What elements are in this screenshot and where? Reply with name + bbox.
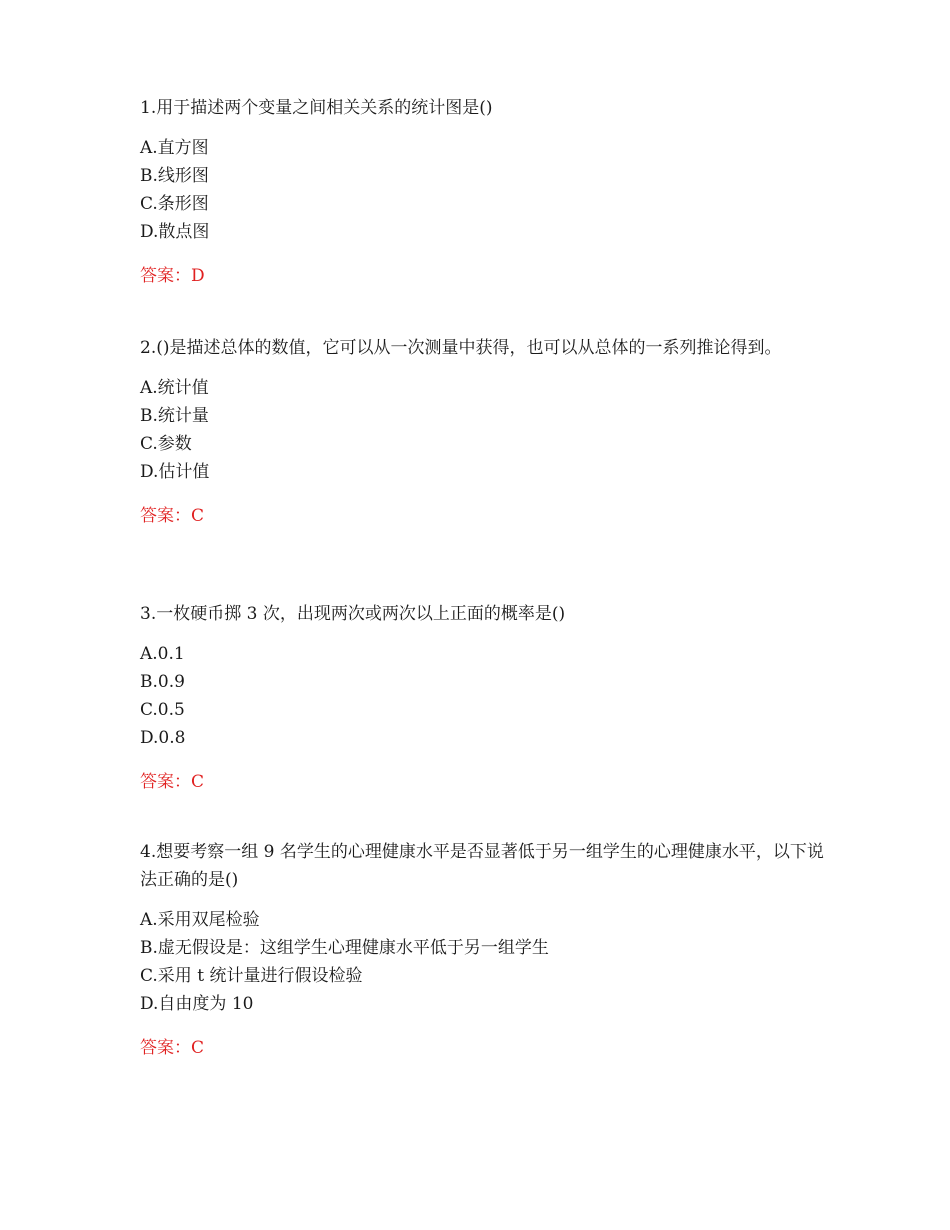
option-a: A.统计值 [140, 378, 209, 398]
answer-label: 答案：C [140, 506, 205, 526]
option-list [140, 906, 830, 1018]
option-d: D.散点图 [140, 222, 210, 242]
option-a: A.0.1 [140, 644, 185, 664]
option-c: C.参数 [140, 434, 192, 454]
answer-label: 答案：C [140, 1038, 205, 1058]
question-text: 2.()是描述总体的数值，它可以从一次测量中获得，也可以从总体的一系列推论得到。 [140, 338, 782, 358]
option-d: D.0.8 [140, 728, 186, 748]
question-4 [140, 838, 830, 1062]
question-text: 3.一枚硬币掷 3 次，出现两次或两次以上正面的概率是() [140, 604, 566, 624]
option-list [140, 374, 830, 486]
option-c: C.0.5 [140, 700, 185, 720]
option-b: B.0.9 [140, 672, 185, 692]
option-c: C.采用 t 统计量进行假设检验 [140, 966, 363, 986]
option-c: C.条形图 [140, 194, 209, 214]
option-b: B.统计量 [140, 406, 209, 426]
answer-label: 答案：C [140, 772, 205, 792]
option-list [140, 134, 830, 246]
option-list [140, 640, 830, 752]
option-a: A.采用双尾检验 [140, 910, 260, 930]
question-3 [140, 600, 830, 796]
option-b: B.虚无假设是：这组学生心理健康水平低于另一组学生 [140, 938, 549, 958]
answer-label: 答案：D [140, 266, 205, 286]
option-d: D.自由度为 10 [140, 994, 254, 1014]
question-text: 4.想要考察一组 9 名学生的心理健康水平是否显著低于另一组学生的心理健康水平，以下说法正确的是() [140, 842, 824, 890]
option-a: A.直方图 [140, 138, 209, 158]
option-b: B.线形图 [140, 166, 209, 186]
question-text: 1.用于描述两个变量之间相关关系的统计图是() [140, 98, 493, 118]
question-1 [140, 94, 830, 290]
question-2 [140, 334, 830, 530]
option-d: D.估计值 [140, 462, 210, 482]
